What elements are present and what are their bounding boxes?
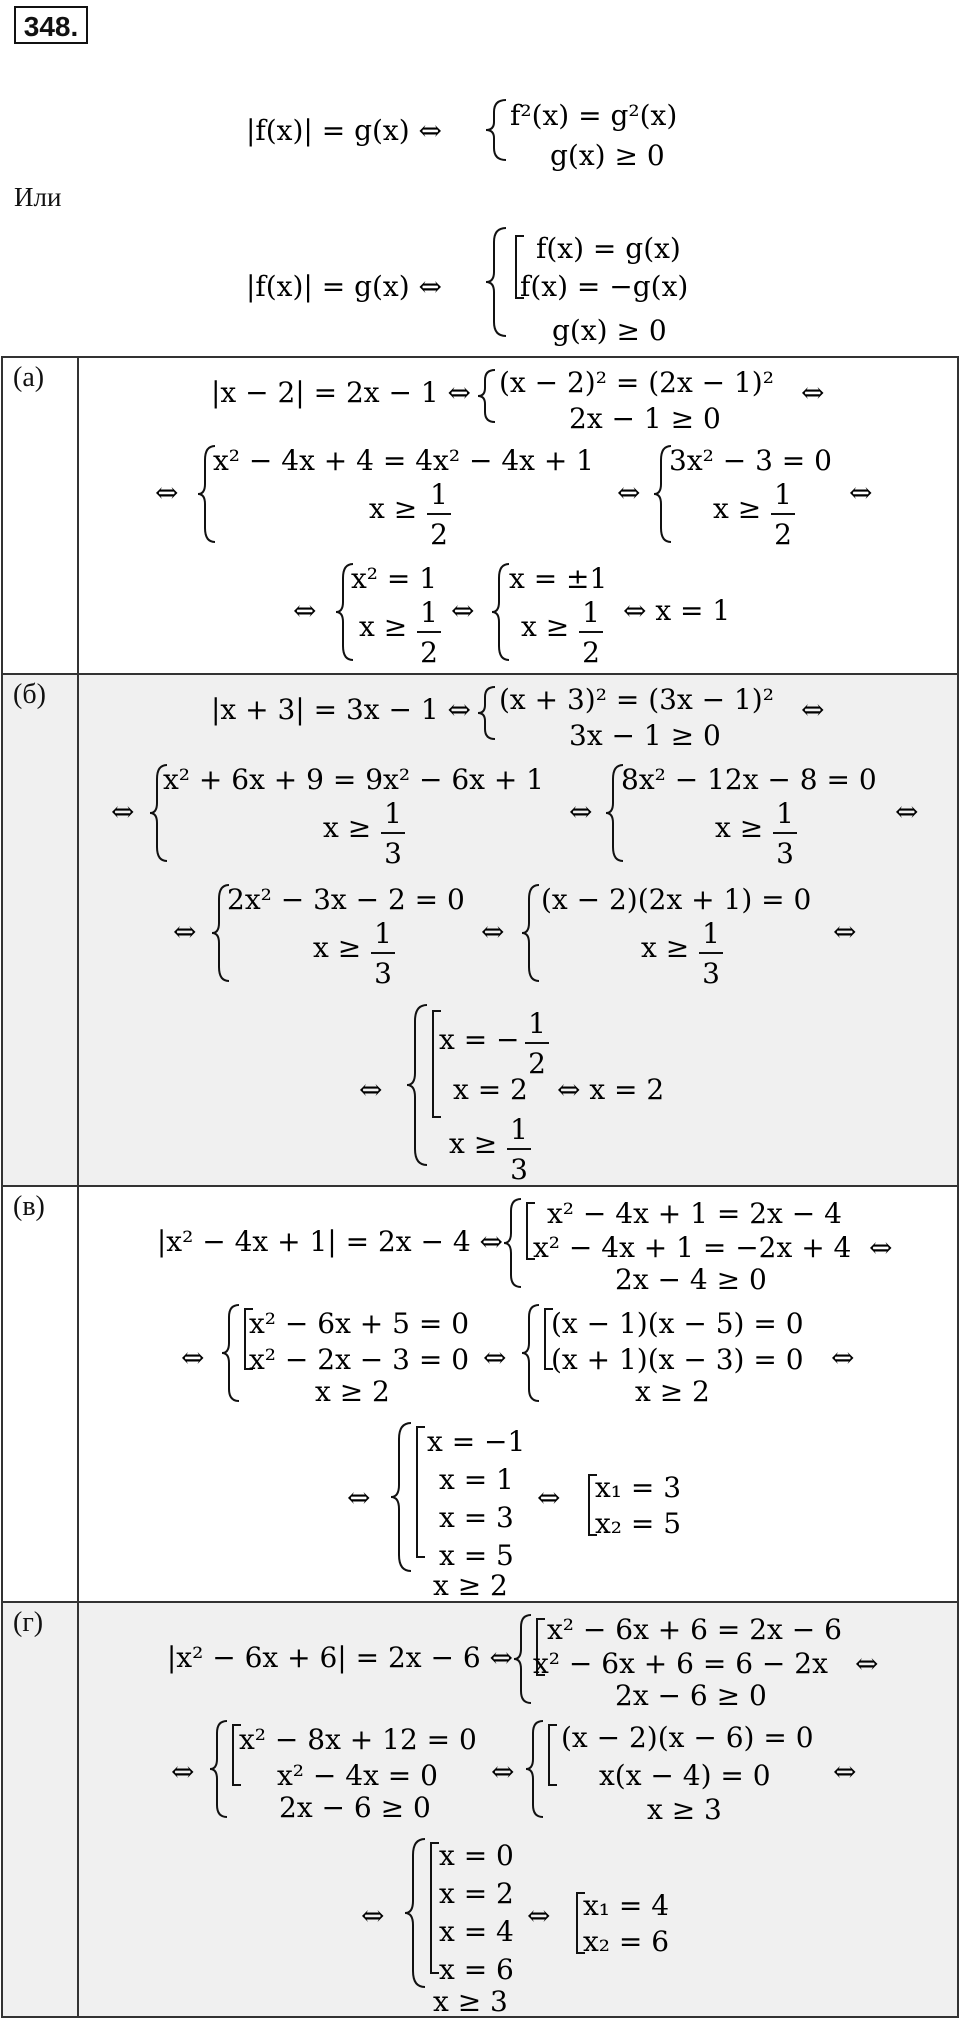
part-a-equations [3,358,957,673]
a-s2-b1: x² − 4x + 4 = 4x² − 4x + 1 [213,444,594,477]
system-brace [504,1199,521,1287]
b-s2-frac1-num: 1 [384,797,402,830]
system-brace [526,1721,543,1817]
c-s3-r5: x ≥ 2 [433,1569,508,1601]
a-s2-b2: x ≥ [369,492,418,525]
system-brace [492,564,509,660]
part-c-equations [3,1187,957,1601]
b-s4-r2: x = 2 [453,1073,528,1106]
b-s2-c1: 8x² − 12x − 8 = 0 [621,763,877,796]
c-s2-b3: x ≥ 2 [315,1375,390,1408]
a-s2-frac2-den: 2 [774,518,792,551]
a-s2-frac2-num: 1 [774,478,792,511]
intro-equations [0,0,960,360]
b-s2-mid: ⇔ [569,795,593,828]
d-s2-b3: 2x − 6 ≥ 0 [279,1791,431,1824]
d-s1-r2: x² − 6x + 6 = 6 − 2x [533,1647,828,1680]
part-b-equations [3,675,957,1185]
c-s1-r2: x² − 4x + 1 = −2x + 4 [533,1231,852,1264]
b-s1-lhs: |x + 3| = 3x − 1 ⇔ [210,693,471,726]
b-s3-a: ⇔ [173,915,197,948]
b-s2-a: ⇔ [111,795,135,828]
b-s3-frac1-den: 3 [374,957,392,990]
system-brace [514,1615,531,1703]
c-s1-r3: 2x − 4 ≥ 0 [615,1263,767,1296]
b-s2-frac2-den: 3 [776,837,794,870]
c-s2-b2: x² − 2x − 3 = 0 [249,1343,470,1376]
part-a-label: (а) [3,358,79,673]
system-brace [486,228,506,336]
part-a-panel [1,356,959,675]
b-s4-r1-num: 1 [528,1007,546,1040]
c-s1-tail: ⇔ [869,1231,893,1264]
d-s3-r5: x ≥ 3 [433,1985,508,2016]
a-s2-tail: ⇔ [849,476,873,509]
c-s3-r1: x = −1 [427,1425,526,1458]
c-s3-r3: x = 3 [439,1501,514,1534]
b-s2-b2: x ≥ [323,811,372,844]
d-s2-c1: (x − 2)(x − 6) = 0 [561,1721,814,1754]
d-s3-r2: x = 2 [439,1877,514,1910]
system-brace [486,100,506,160]
system-brace [522,1305,539,1401]
b-s4-r1: x = − [439,1023,520,1056]
b-s3-frac1-num: 1 [374,917,392,950]
a-s2-c2: x ≥ [713,492,762,525]
part-d-panel [1,1601,959,2018]
a-s1-r1: (x − 2)² = (2x − 1)² [499,366,774,399]
c-s3-k2: x₂ = 5 [595,1507,682,1540]
a-s2-mid: ⇔ [617,476,641,509]
intro1-r1: f²(x) = g²(x) [510,99,678,132]
intro2-r2: f(x) = −g(x) [520,270,689,303]
a-s3-b1: x² = 1 [351,562,438,595]
part-d-equations [3,1603,957,2016]
part-c-label: (в) [3,1187,79,1601]
c-s2-c3: x ≥ 2 [635,1375,710,1408]
system-brace [407,1005,427,1165]
d-s1-r1: x² − 6x + 6 = 2x − 6 [547,1613,842,1646]
a-s3-tail: ⇔ x = 1 [623,594,731,627]
c-s1-r1: x² − 4x + 1 = 2x − 4 [547,1197,842,1230]
d-s3-a: ⇔ [361,1899,385,1932]
c-s3-r4: x = 5 [439,1539,514,1572]
b-s4-r1-den: 2 [528,1047,546,1080]
a-s1-lhs: |x − 2| = 2x − 1 ⇔ [210,376,471,409]
d-s1-lhs: |x² − 6x + 6| = 2x − 6 ⇔ [166,1641,513,1674]
intro2-lhs: |f(x)| = g(x) ⇔ [245,270,442,303]
c-s3-mid: ⇔ [537,1481,561,1514]
a-s2-frac1-num: 1 [430,478,448,511]
problem-number: 348. [14,6,88,44]
b-s3-c1: (x − 2)(2x + 1) = 0 [541,883,812,916]
c-s2-c2: (x + 1)(x − 3) = 0 [551,1343,804,1376]
b-s4-r3: x ≥ [449,1127,498,1160]
b-s1-r2: 3x − 1 ≥ 0 [569,719,721,752]
d-s2-b1: x² − 8x + 12 = 0 [239,1723,477,1756]
b-s3-mid: ⇔ [481,915,505,948]
b-s4-r3-num: 1 [510,1113,528,1146]
system-brace [405,1839,425,1987]
a-s2-frac1-den: 2 [430,518,448,551]
d-s2-a: ⇔ [171,1755,195,1788]
c-s3-r2: x = 1 [439,1463,514,1496]
system-brace [478,370,495,422]
d-s3-r1: x = 0 [439,1839,514,1872]
part-b-panel [1,673,959,1187]
intro1-lhs: |f(x)| = g(x) ⇔ [245,114,442,147]
d-s2-b2: x² − 4x = 0 [277,1759,438,1792]
b-s3-b2: x ≥ [313,931,362,964]
a-s3-frac1-den: 2 [420,636,438,669]
b-s4-r3-den: 3 [510,1153,528,1185]
b-s1-tail: ⇔ [801,693,825,726]
a-s2-a: ⇔ [155,476,179,509]
b-s4-tail: ⇔ x = 2 [557,1073,665,1106]
c-s1-lhs: |x² − 4x + 1| = 2x − 4 ⇔ [156,1225,503,1258]
intro2-r1: f(x) = g(x) [536,232,681,265]
d-s3-r4: x = 6 [439,1953,514,1986]
intro1-r2: g(x) ≥ 0 [550,139,665,172]
union-bracket [417,1427,425,1557]
d-s1-tail: ⇔ [855,1647,879,1680]
d-s2-mid: ⇔ [491,1755,515,1788]
b-s3-tail: ⇔ [833,915,857,948]
d-s3-k1: x₁ = 4 [583,1889,670,1922]
d-s2-c2: x(x − 4) = 0 [599,1759,771,1792]
a-s3-mid: ⇔ [451,594,475,627]
b-s2-frac2-num: 1 [776,797,794,830]
system-brace [222,1305,239,1401]
d-s1-r3: 2x − 6 ≥ 0 [615,1679,767,1712]
a-s1-r2: 2x − 1 ≥ 0 [569,402,721,435]
b-s2-frac1-den: 3 [384,837,402,870]
b-s3-frac2-num: 1 [702,917,720,950]
a-s3-a: ⇔ [293,594,317,627]
b-s3-b1: 2x² − 3x − 2 = 0 [227,883,465,916]
part-b-label: (б) [3,675,79,1185]
b-s3-frac2-den: 3 [702,957,720,990]
or-label: Или [14,182,62,212]
system-brace [210,1721,227,1817]
part-d-label: (г) [3,1603,79,2016]
a-s3-frac2-num: 1 [582,596,600,629]
d-s3-mid: ⇔ [527,1899,551,1932]
d-s2-tail: ⇔ [833,1755,857,1788]
system-brace [522,885,539,981]
d-s3-k2: x₂ = 6 [583,1925,670,1958]
a-s2-c1: 3x² − 3 = 0 [669,444,832,477]
a-s3-c1: x = ±1 [509,562,608,595]
a-s3-b2: x ≥ [359,610,408,643]
union-bracket [431,1843,439,1973]
c-s2-c1: (x − 1)(x − 5) = 0 [551,1307,804,1340]
c-s2-b1: x² − 6x + 5 = 0 [249,1307,470,1340]
a-s3-c2: x ≥ [521,610,570,643]
d-s3-r3: x = 4 [439,1915,514,1948]
d-s2-c3: x ≥ 3 [647,1793,722,1826]
a-s3-frac2-den: 2 [582,636,600,669]
c-s3-a: ⇔ [347,1481,371,1514]
c-s3-k1: x₁ = 3 [595,1471,682,1504]
b-s2-c2: x ≥ [715,811,764,844]
part-c-panel [1,1185,959,1603]
a-s3-frac1-num: 1 [420,596,438,629]
b-s4-a: ⇔ [359,1073,383,1106]
system-brace [391,1423,411,1571]
c-s2-tail: ⇔ [831,1341,855,1374]
b-s1-r1: (x + 3)² = (3x − 1)² [499,683,774,716]
b-s2-tail: ⇔ [895,795,919,828]
system-brace [478,687,495,739]
intro2-r3: g(x) ≥ 0 [552,314,667,347]
c-s2-mid: ⇔ [483,1341,507,1374]
b-s3-c2: x ≥ [641,931,690,964]
union-bracket [549,1725,557,1785]
b-s2-b1: x² + 6x + 9 = 9x² − 6x + 1 [163,763,544,796]
c-s2-a: ⇔ [181,1341,205,1374]
a-s1-tail: ⇔ [801,376,825,409]
